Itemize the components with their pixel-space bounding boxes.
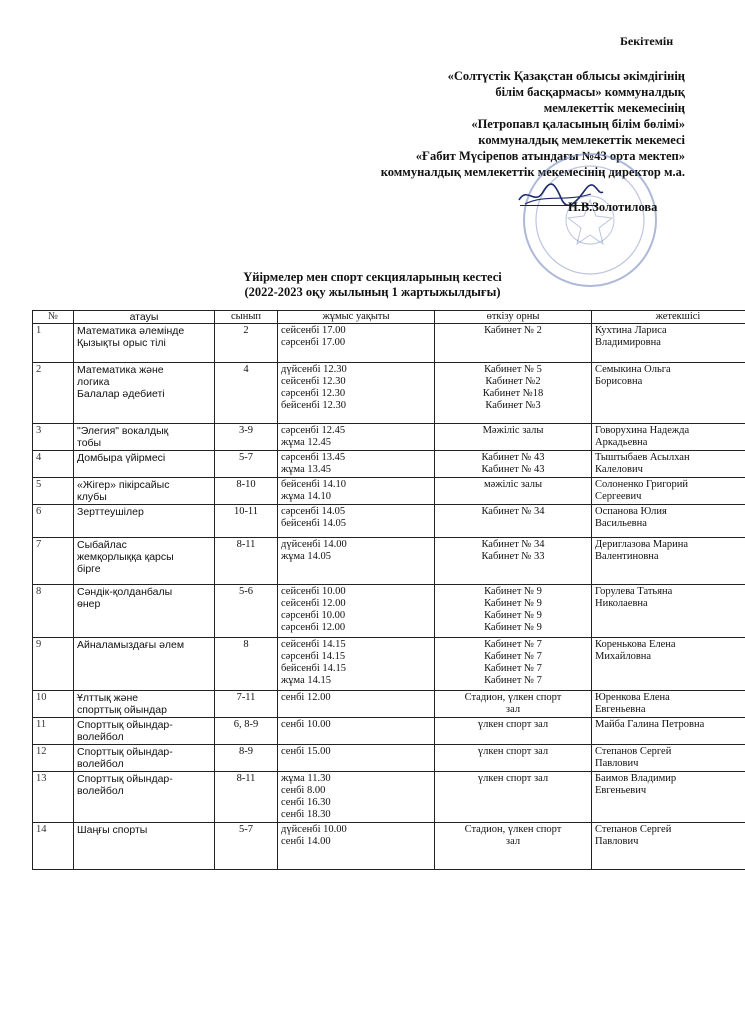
cell-place-line: Кабинет №18 xyxy=(482,388,544,399)
cell-grade: 5-6 xyxy=(215,585,278,638)
school-stamp xyxy=(520,150,660,290)
table-row xyxy=(33,772,745,823)
cell-name-line: Айналамыздағы әлем xyxy=(77,639,185,651)
table-row xyxy=(33,363,745,424)
cell-place-line: Кабинет № 9 xyxy=(484,610,542,621)
cell-place-line: Стадион, үлкен спорт xyxy=(464,692,562,703)
cell-leader-line: Степанов Сергей xyxy=(595,746,672,757)
cell-time xyxy=(278,424,435,451)
cell-leader xyxy=(592,823,745,870)
cell-name-line: "Элегия" вокалдық xyxy=(77,425,169,437)
table-header-row xyxy=(33,311,745,324)
cell-name-line: Сыбайлас xyxy=(77,539,127,551)
cell-time-line: сейсенбі 12.30 xyxy=(281,376,346,387)
cell-place xyxy=(435,745,592,772)
cell-place-line: Кабинет № 7 xyxy=(484,663,542,674)
cell-name xyxy=(74,505,215,538)
cell-name-line: Қызықты орыс тілі xyxy=(77,337,166,349)
cell-name-line: Балалар әдебиеті xyxy=(77,388,165,400)
header-line: «Ғабит Мүсірепов атындағы №43 орта мектеп» xyxy=(415,149,685,163)
cell-leader-line: Кухтина Лариса xyxy=(595,325,667,336)
cell-grade: 8-11 xyxy=(215,538,278,585)
cell-leader-line: Сергеевич xyxy=(595,491,642,502)
cell-leader xyxy=(592,505,745,538)
cell-number: 1 xyxy=(33,324,74,363)
cell-place-line: Мәжіліс залы xyxy=(482,425,544,436)
table-row xyxy=(33,538,745,585)
title-line: Үйірмелер мен спорт секцияларының кестесі xyxy=(243,270,502,284)
cell-leader-line: Владимировна xyxy=(595,337,661,348)
cell-time xyxy=(278,478,435,505)
header-line: коммуналдық мемлекеттік мекемесі xyxy=(478,133,685,147)
cell-place-line: Кабинет № 34 xyxy=(481,506,545,517)
cell-name xyxy=(74,772,215,823)
cell-name-line: тобы xyxy=(77,437,102,449)
cell-time-line: сенбі 10.00 xyxy=(281,719,331,730)
cell-number: 5 xyxy=(33,478,74,505)
cell-place-line: Кабинет №3 xyxy=(485,400,541,411)
cell-leader-line: Николаевна xyxy=(595,598,648,609)
cell-time-line: жұма 14.10 xyxy=(281,491,331,502)
cell-time-line: дүйсенбі 10.00 xyxy=(281,824,347,835)
cell-name xyxy=(74,424,215,451)
column-header: жетекшісі xyxy=(592,311,745,324)
cell-grade: 8-11 xyxy=(215,772,278,823)
table-body xyxy=(33,324,745,870)
cell-grade: 2 xyxy=(215,324,278,363)
cell-leader-line: Павлович xyxy=(595,758,639,769)
cell-time-line: сенбі 8.00 xyxy=(281,785,326,796)
cell-leader-line: Павлович xyxy=(595,836,639,847)
table-row xyxy=(33,823,745,870)
cell-number: 11 xyxy=(33,718,74,745)
cell-number: 7 xyxy=(33,538,74,585)
cell-place xyxy=(435,538,592,585)
cell-number: 9 xyxy=(33,638,74,691)
cell-leader-line: Говорухина Надежда xyxy=(595,425,690,436)
cell-name-line: волейбол xyxy=(77,731,124,743)
cell-time-line: сәрсенбі 13.45 xyxy=(281,452,346,463)
cell-leader xyxy=(592,718,745,745)
cell-place-line: үлкен спорт зал xyxy=(477,746,549,757)
cell-time-line: сәрсенбі 17.00 xyxy=(281,337,346,348)
cell-time-line: жұма 13.45 xyxy=(281,464,331,475)
cell-place-line: Кабинет № 34 xyxy=(481,539,545,550)
cell-time-line: дүйсенбі 12.30 xyxy=(281,364,347,375)
cell-time xyxy=(278,363,435,424)
cell-name-line: Математика әлемінде xyxy=(77,325,185,337)
header-line: «Петропавл қаласының білім бөлімі» xyxy=(471,117,685,131)
cell-name-line: спорттық ойындар xyxy=(77,704,167,716)
cell-grade: 3-9 xyxy=(215,424,278,451)
cell-time-line: сәрсенбі 12.00 xyxy=(281,622,346,633)
cell-leader-line: Солоненко Григорий xyxy=(595,479,689,490)
cell-place xyxy=(435,823,592,870)
cell-place-line: мәжіліс залы xyxy=(483,479,543,490)
cell-grade: 8-9 xyxy=(215,745,278,772)
cell-name xyxy=(74,585,215,638)
cell-time-line: сейсенбі 10.00 xyxy=(281,586,346,597)
table-row xyxy=(33,745,745,772)
cell-grade: 5-7 xyxy=(215,451,278,478)
cell-time xyxy=(278,585,435,638)
cell-place-line: Стадион, үлкен спорт xyxy=(464,824,562,835)
cell-place-line: Кабинет № 43 xyxy=(481,464,545,475)
cell-name-line: волейбол xyxy=(77,785,124,797)
cell-place xyxy=(435,638,592,691)
table-row xyxy=(33,424,745,451)
cell-time xyxy=(278,324,435,363)
cell-leader xyxy=(592,585,745,638)
cell-name-line: «Жігер» пікірсайыс xyxy=(77,479,170,491)
cell-leader xyxy=(592,691,745,718)
cell-time-line: жұма 11.30 xyxy=(281,773,331,784)
column-header: өткізу орны xyxy=(435,311,592,324)
cell-number: 12 xyxy=(33,745,74,772)
cell-place-line: Кабинет № 5 xyxy=(484,364,542,375)
cell-leader-line: Оспанова Юлия xyxy=(595,506,667,517)
cell-grade: 8 xyxy=(215,638,278,691)
cell-place-line: үлкен спорт зал xyxy=(477,719,549,730)
cell-grade: 7-11 xyxy=(215,691,278,718)
cell-name-line: Спорттық ойындар- xyxy=(77,719,173,731)
cell-number: 2 xyxy=(33,363,74,424)
cell-place xyxy=(435,478,592,505)
cell-leader-line: Михайловна xyxy=(595,651,652,662)
cell-name-line: клубы xyxy=(77,491,107,503)
cell-place-line: зал xyxy=(505,704,521,715)
cell-leader xyxy=(592,478,745,505)
cell-time-line: сейсенбі 12.00 xyxy=(281,598,346,609)
cell-name-line: логика xyxy=(77,376,110,388)
cell-place xyxy=(435,505,592,538)
cell-time xyxy=(278,745,435,772)
cell-leader-line: Семыкина Ольга xyxy=(595,364,671,375)
column-header: жұмыс уақыты xyxy=(278,311,435,324)
cell-time-line: сәрсенбі 10.00 xyxy=(281,610,346,621)
cell-name-line: Спорттық ойындар- xyxy=(77,773,173,785)
table-row xyxy=(33,324,745,363)
cell-leader-line: Степанов Сергей xyxy=(595,824,672,835)
cell-time-line: сейсенбі 17.00 xyxy=(281,325,346,336)
cell-leader-line: Борисовна xyxy=(595,376,643,387)
cell-place xyxy=(435,363,592,424)
cell-time-line: жұма 14.15 xyxy=(281,675,331,686)
cell-name xyxy=(74,638,215,691)
cell-leader xyxy=(592,324,745,363)
cell-place-line: Кабинет № 9 xyxy=(484,598,542,609)
cell-time-line: сәрсенбі 12.30 xyxy=(281,388,346,399)
cell-number: 10 xyxy=(33,691,74,718)
cell-time-line: жұма 14.05 xyxy=(281,551,331,562)
column-header: атауы xyxy=(74,311,215,324)
cell-leader-line: Калелович xyxy=(595,464,643,475)
cell-place-line: Кабинет № 7 xyxy=(484,675,542,686)
cell-place-line: үлкен спорт зал xyxy=(477,773,549,784)
document-title xyxy=(0,270,745,300)
cell-name-line: Зерттеушілер xyxy=(77,506,144,518)
cell-time xyxy=(278,718,435,745)
cell-time xyxy=(278,691,435,718)
cell-time-line: бейсенбі 14.10 xyxy=(281,479,347,490)
column-header: № xyxy=(33,311,74,324)
table-row xyxy=(33,478,745,505)
cell-number: 6 xyxy=(33,505,74,538)
cell-place xyxy=(435,691,592,718)
cell-place xyxy=(435,424,592,451)
cell-time xyxy=(278,451,435,478)
title-subline: (2022-2023 оқу жылының 1 жартыжылдығы) xyxy=(244,285,501,299)
cell-name xyxy=(74,363,215,424)
cell-name-line: Сәндік-қолданбалы xyxy=(77,586,173,598)
cell-leader-line: Баимов Владимир xyxy=(595,773,677,784)
cell-place-line: Кабинет № 7 xyxy=(484,651,542,662)
table-row xyxy=(33,585,745,638)
header-line: мемлекеттік мекемесінің xyxy=(543,101,685,115)
cell-place-line: Кабинет № 2 xyxy=(484,325,542,336)
cell-name xyxy=(74,538,215,585)
cell-leader xyxy=(592,538,745,585)
cell-name xyxy=(74,451,215,478)
cell-time xyxy=(278,505,435,538)
cell-number: 3 xyxy=(33,424,74,451)
cell-leader-line: Майба Галина Петровна xyxy=(595,719,705,730)
cell-place-line: Кабинет № 33 xyxy=(481,551,545,562)
cell-leader-line: Аркадьевна xyxy=(595,437,648,448)
cell-place-line: Кабинет №2 xyxy=(485,376,541,387)
cell-leader-line: Васильевна xyxy=(595,518,647,529)
schedule-table xyxy=(32,310,745,870)
cell-name-line: волейбол xyxy=(77,758,124,770)
approve-label: Бекітемін xyxy=(620,34,674,48)
cell-place-line: зал xyxy=(505,836,521,847)
cell-time-line: жұма 12.45 xyxy=(281,437,331,448)
table-row xyxy=(33,718,745,745)
cell-name xyxy=(74,324,215,363)
header-line: коммуналдық мемлекеттік мекемесінің директор м.а. xyxy=(380,165,685,179)
cell-time-line: сенбі 18.30 xyxy=(281,809,331,820)
cell-place xyxy=(435,772,592,823)
cell-name xyxy=(74,745,215,772)
cell-name-line: Домбыра үйірмесі xyxy=(77,452,166,464)
cell-name-line: Математика және xyxy=(77,364,164,376)
cell-time xyxy=(278,538,435,585)
cell-time xyxy=(278,823,435,870)
cell-time-line: сәрсенбі 14.15 xyxy=(281,651,346,662)
cell-time-line: бейсенбі 14.15 xyxy=(281,663,347,674)
cell-grade: 5-7 xyxy=(215,823,278,870)
header-line: білім басқармасы» коммуналдық xyxy=(495,85,685,99)
cell-leader-line: Евгеньевич xyxy=(595,785,647,796)
table-row xyxy=(33,505,745,538)
cell-number: 8 xyxy=(33,585,74,638)
signer-name: Н.В.Золотилова xyxy=(568,200,658,214)
cell-place xyxy=(435,718,592,745)
cell-number: 13 xyxy=(33,772,74,823)
cell-leader xyxy=(592,451,745,478)
cell-place-line: Кабинет № 7 xyxy=(484,639,542,650)
cell-leader-line: Евгеньевна xyxy=(595,704,646,715)
cell-grade: 6, 8-9 xyxy=(215,718,278,745)
cell-time-line: сенбі 16.30 xyxy=(281,797,331,808)
cell-time xyxy=(278,638,435,691)
cell-time-line: сәрсенбі 14.05 xyxy=(281,506,346,517)
cell-leader-line: Юренкова Елена xyxy=(595,692,670,703)
cell-place-line: Кабинет № 9 xyxy=(484,586,542,597)
cell-time-line: дүйсенбі 14.00 xyxy=(281,539,347,550)
header-line: «Солтүстік Қазақстан облысы әкімдігінің xyxy=(447,69,685,83)
cell-place-line: Кабинет № 9 xyxy=(484,622,542,633)
cell-leader xyxy=(592,424,745,451)
cell-place xyxy=(435,324,592,363)
cell-time-line: бейсенбі 12.30 xyxy=(281,400,347,411)
cell-leader-line: Дериглазова Марина xyxy=(595,539,689,550)
table-row xyxy=(33,691,745,718)
cell-name xyxy=(74,691,215,718)
cell-leader-line: Горулева Татьяна xyxy=(595,586,673,597)
cell-time-line: бейсенбі 14.05 xyxy=(281,518,347,529)
cell-name-line: Спорттық ойындар- xyxy=(77,746,173,758)
cell-time-line: сенбі 14.00 xyxy=(281,836,331,847)
cell-place xyxy=(435,585,592,638)
cell-number: 14 xyxy=(33,823,74,870)
table-row xyxy=(33,451,745,478)
cell-place xyxy=(435,451,592,478)
cell-name-line: бірге xyxy=(77,563,101,575)
cell-place-line: Кабинет № 43 xyxy=(481,452,545,463)
cell-leader xyxy=(592,638,745,691)
cell-name-line: Шаңғы спорты xyxy=(77,824,148,836)
cell-grade: 4 xyxy=(215,363,278,424)
cell-leader-line: Валентиновна xyxy=(595,551,659,562)
cell-leader xyxy=(592,363,745,424)
cell-time xyxy=(278,772,435,823)
cell-time-line: сенбі 12.00 xyxy=(281,692,331,703)
cell-number: 4 xyxy=(33,451,74,478)
cell-name-line: Ұлттық және xyxy=(77,692,139,704)
cell-time-line: сәрсенбі 12.45 xyxy=(281,425,346,436)
cell-name-line: жемқорлыққа қарсы xyxy=(77,551,174,563)
cell-name-line: өнер xyxy=(77,598,101,610)
cell-name xyxy=(74,718,215,745)
table-row xyxy=(33,638,745,691)
cell-leader xyxy=(592,772,745,823)
cell-leader xyxy=(592,745,745,772)
cell-leader-line: Коренькова Елена xyxy=(595,639,676,650)
cell-time-line: сенбі 15.00 xyxy=(281,746,331,757)
cell-grade: 10-11 xyxy=(215,505,278,538)
cell-name xyxy=(74,823,215,870)
cell-time-line: сейсенбі 14.15 xyxy=(281,639,346,650)
cell-grade: 8-10 xyxy=(215,478,278,505)
cell-leader-line: Тыштыбаев Асылхан xyxy=(595,452,690,463)
column-header: сынып xyxy=(215,311,278,324)
cell-name xyxy=(74,478,215,505)
